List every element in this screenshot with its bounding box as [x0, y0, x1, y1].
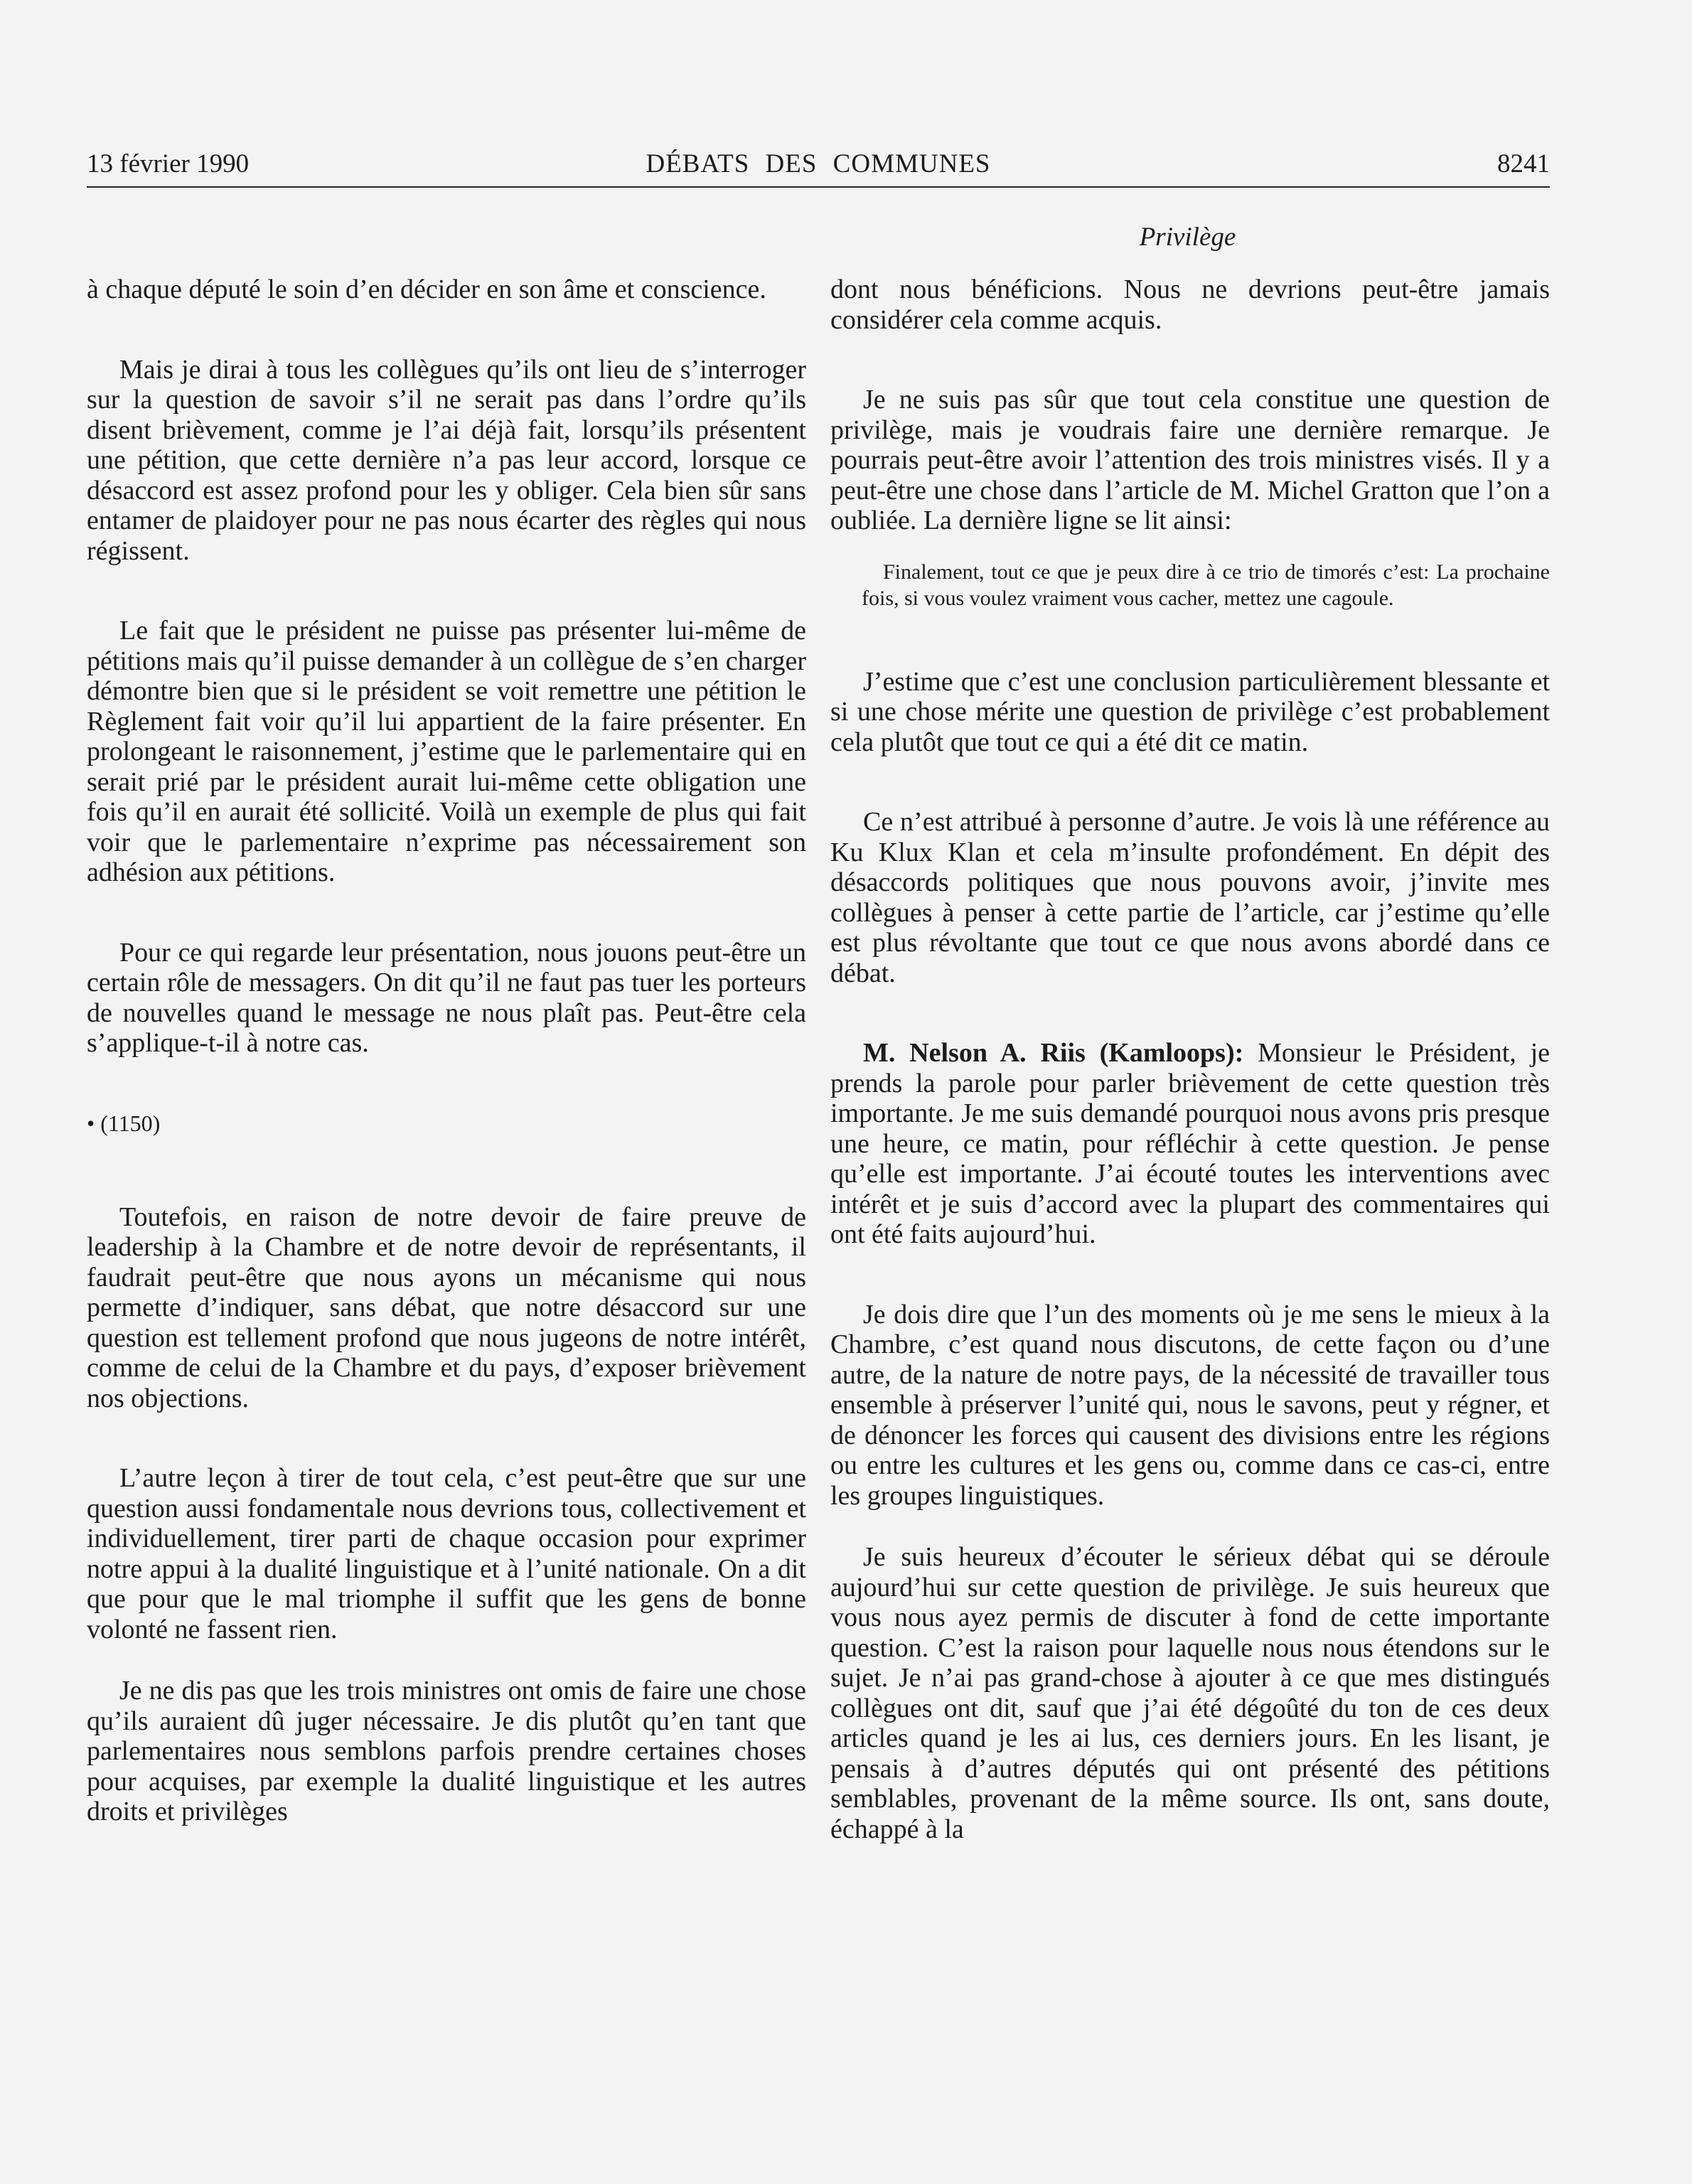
paragraph: dont nous bénéficions. Nous ne devrions peut-être jamais considérer cela comme acquis.: [830, 274, 1550, 335]
paragraph: Je ne suis pas sûr que tout cela constitue une question de privilège, mais je voudrais faire une dernière remarque. Je pourrais peut-être avoir l’attention des trois ministres visés. Il y a peut-être une chose dans l’article de M. Michel Gratton que l’on a oubliée. La dernière ligne se lit ainsi:: [830, 385, 1550, 535]
time-marker: • (1150): [87, 1110, 161, 1136]
left-column: [87, 274, 806, 1877]
paragraph: Le fait que le président ne puisse pas présenter lui-même de pétitions mais qu’il puisse demander à un collègue de s’en charger démontre bien que si le président se voit remettre une pétition le Règlement fait voir qu’il lui appartient de la faire présenter. En prolongeant le raisonnement, j’estime que le parlementaire qui en serait prié par le président aurait lui-même cette obligation une fois qu’il en aurait été sollicité. Voilà un exemple de plus qui fait voir que le parlementaire n’exprime pas nécessairement son adhésion aux pétitions.: [87, 616, 806, 887]
paragraph: Ce n’est attribué à personne d’autre. Je vois là une référence au Ku Klux Klan et cela m’insulte profondément. En dépit des désaccords politiques que nous pouvons avoir, j’invite mes collègues à penser à cette partie de l’article, car j’estime qu’elle est plus révoltante que tout ce que nous avons abordé dans ce débat.: [830, 807, 1550, 988]
page-number: 8241: [1497, 149, 1550, 178]
paragraph: Pour ce qui regarde leur présentation, nous jouons peut-être un certain rôle de messagers. On dit qu’il ne faut pas tuer les porteurs de nouvelles quand le message ne nous plaît pas. Peut-être cela s’applique-t-il à notre cas.: [87, 937, 806, 1058]
running-header: [87, 144, 1550, 184]
paragraph: L’autre leçon à tirer de tout cela, c’est peut-être que sur une question aussi fondamentale nous devrions tous, collectivement et individuellement, tirer parti de chaque occasion pour exprimer notre appui à la dualité linguistique et à l’unité nationale. On a dit que pour que le mal triomphe il suffit que les gens de bonne volonté ne fassent rien.: [87, 1463, 806, 1644]
block-quote: [830, 559, 1550, 611]
speaker-paragraph: [830, 1038, 1550, 1250]
speaker-name: M. Nelson A. Riis (Kamloops):: [863, 1038, 1244, 1068]
speech-text: Monsieur le Président, je prends la parole pour parler brièvement de cette question très importante. Je me suis demandé pourquoi nous avons pris presque une heure, ce matin, pour réfléchir à cette question. Je pense qu’elle est importante. J’ai écouté toutes les interventions avec intérêt et je suis d’accord avec la plupart des commentaires qui ont été faits aujourd’hui.: [830, 1038, 1550, 1249]
header-date: 13 février 1990: [87, 149, 250, 178]
paragraph: Je suis heureux d’écouter le sérieux débat qui se déroule aujourd’hui sur cette question de privilège. Je suis heureux que vous nous ayez permis de discuter à fond de cette importante question. C’est la raison pour laquelle nous nous étendons sur le sujet. Je n’ai pas grand-chose à ajouter à ce que mes distingués collègues ont dit, sauf que j’ai été dégoûté du ton de ces deux articles quand je les ai lus, ces derniers jours. En les lisant, je pensais à d’autres députés qui ont présenté des pétitions semblables, provenant de la même source. Ils ont, sans doute, échappé à la: [830, 1542, 1550, 1844]
paragraph: Je ne dis pas que les trois ministres ont omis de faire une chose qu’ils auraient dû juger nécessaire. Je dis plutôt qu’en tant que parlementaires nous semblons parfois prendre certaines choses pour acquises, par exemple la dualité linguistique et les autres droits et privilèges: [87, 1676, 806, 1826]
header-rule: [87, 186, 1550, 188]
paragraph: Je dois dire que l’un des moments où je me sens le mieux à la Chambre, c’est quand nous discutons, de cette façon ou d’une autre, de la nature de notre pays, de la nécessité de travailler tous ensemble à préserver l’unité qui, nous le savons, peut y régner, et de dénoncer les forces qui causent des divisions entre les régions ou entre les cultures et les gens ou, comme dans ce cas-ci, entre les groupes linguistiques.: [830, 1299, 1550, 1511]
quote-text: Finalement, tout ce que je peux dire à ce trio de timorés c’est: La prochaine fois, si vous voulez vraiment vous cacher, mettez une cagoule.: [862, 560, 1550, 610]
paragraph: à chaque député le soin d’en décider en son âme et conscience.: [87, 274, 766, 304]
paragraph: Toutefois, en raison de notre devoir de faire preuve de leadership à la Chambre et de notre devoir de représentants, il faudrait peut-être que nous ayons un mécanisme qui nous permette d’indiquer, sans débat, que notre désaccord sur une question est tellement profond que nous jugeons de notre intérêt, comme de celui de la Chambre et du pays, d’exposer brièvement nos objections.: [87, 1201, 806, 1413]
section-title: Privilège: [1139, 223, 1236, 252]
paragraph: Mais je dirai à tous les collègues qu’ils ont lieu de s’interroger sur la question de savoir s’il ne serait pas dans l’ordre qu’ils disent brièvement, comme je l’ai déjà fait, lorsqu’ils présentent une pétition, que cette dernière n’a pas leur accord, lorsque ce désaccord est assez profond pour les y obliger. Cela bien sûr sans entamer de plaidoyer pour ne pas nous écarter des règles qui nous régissent.: [87, 354, 806, 566]
right-column: [830, 274, 1550, 1894]
paragraph: J’estime que c’est une conclusion particulièrement blessante et si une chose mérite une question de privilège c’est probablement cela plutôt que tout ce qui a été dit ce matin.: [830, 666, 1550, 757]
header-title: DÉBATS DES COMMUNES: [646, 149, 991, 178]
